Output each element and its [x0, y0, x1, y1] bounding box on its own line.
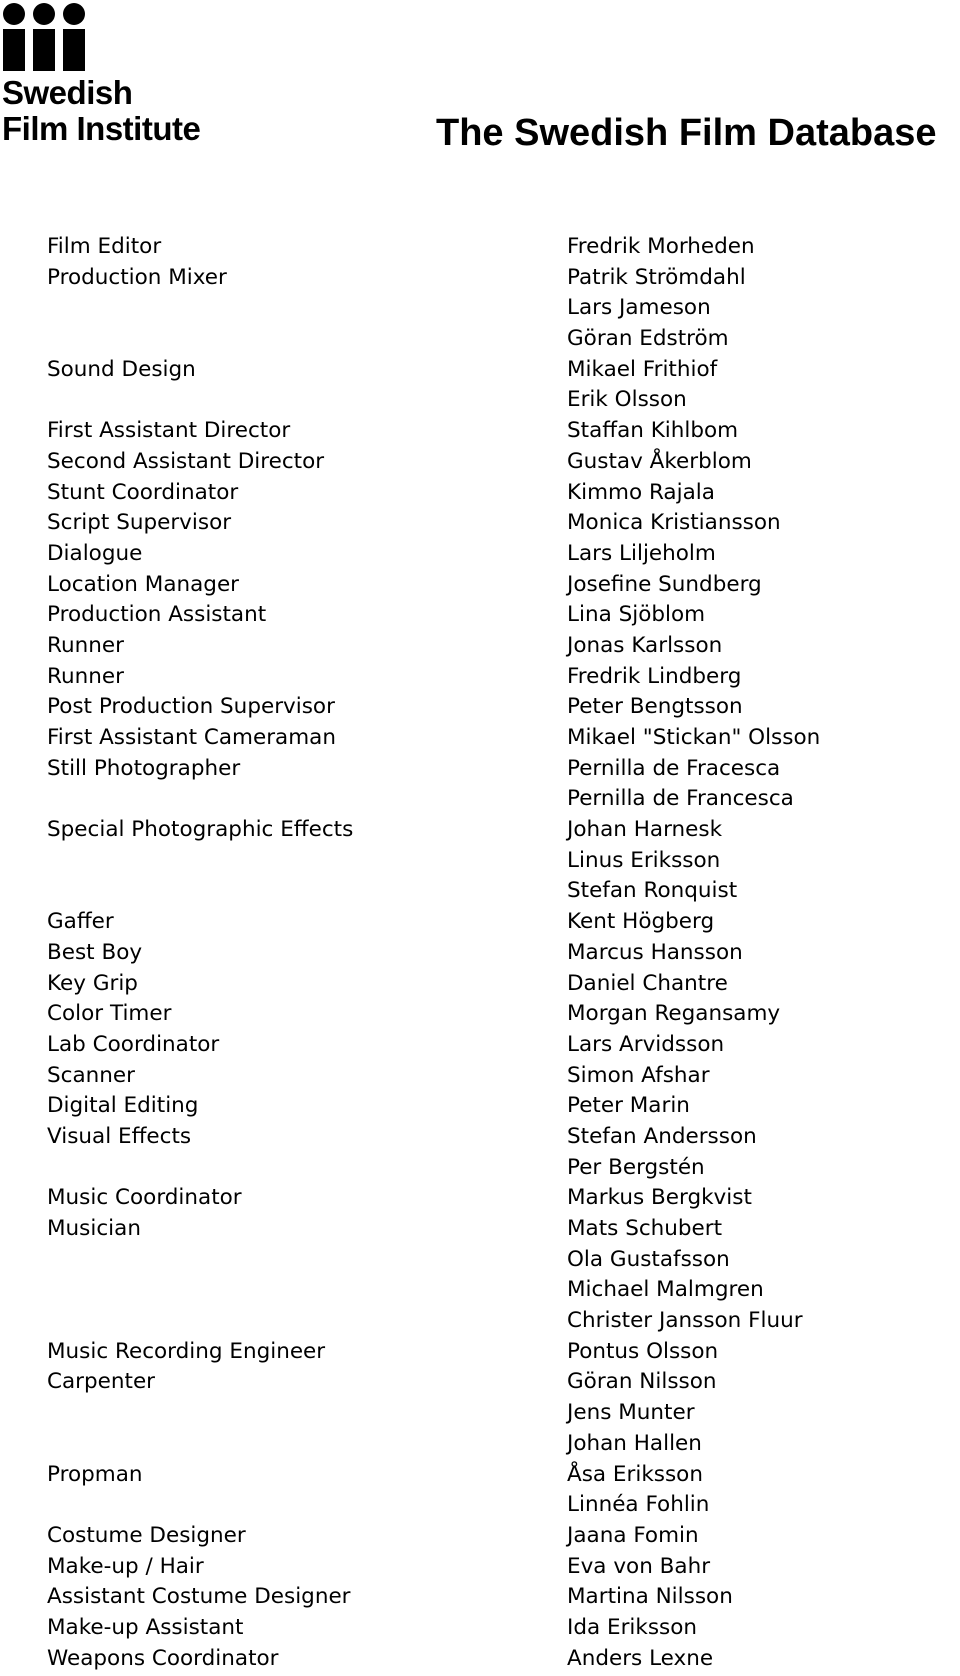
credit-name: Ida Eriksson [567, 1614, 698, 1640]
credit-name: Jonas Karlsson [567, 632, 723, 658]
swedish-film-institute-logo [2, 2, 232, 150]
credit-name: Göran Nilsson [567, 1369, 717, 1395]
credit-role: Location Manager [47, 571, 240, 597]
credit-name: Göran Edström [567, 326, 729, 352]
credit-role: Dialogue [47, 540, 143, 566]
credit-role: Weapons Coordinator [47, 1645, 279, 1671]
credit-name: Lars Jameson [567, 295, 711, 321]
credit-role: Make-up / Hair [47, 1553, 204, 1579]
credit-name: Stefan Ronquist [567, 878, 738, 904]
credit-role: Color Timer [47, 1001, 172, 1027]
credit-role: Special Photographic Effects [47, 817, 354, 843]
credit-name: Mikael Frithiof [567, 356, 718, 382]
credit-role [47, 324, 353, 355]
credit-name: Per Bergstén [567, 1154, 705, 1180]
credit-name: Peter Marin [567, 1093, 690, 1119]
credit-name: Simon Afshar [567, 1062, 710, 1088]
logo-line-1: Swedish [2, 74, 133, 111]
credit-role [47, 293, 353, 324]
credit-name: Patrik Strömdahl [567, 264, 746, 290]
logo-block-icon [33, 29, 55, 71]
credit-role [47, 1275, 353, 1306]
credit-name: Mikael "Stickan" Olsson [567, 725, 821, 750]
credit-name: Kimmo Rajala [567, 479, 715, 505]
credit-name: Pontus Olsson [567, 1338, 719, 1364]
credit-role: Runner [47, 632, 124, 658]
credit-name: Linus Eriksson [567, 847, 721, 873]
credit-name: Marcus Hansson [567, 939, 743, 965]
logo-mark-icon [2, 2, 92, 72]
credit-role: Gaffer [47, 909, 114, 935]
credit-name: Martina Nilsson [567, 1584, 733, 1610]
credit-role: Key Grip [47, 970, 138, 996]
credit-name: Pernilla de Francesca [567, 786, 794, 812]
credit-name: Kent Högberg [567, 909, 715, 935]
credit-role: Lab Coordinator [47, 1031, 220, 1057]
logo-dot-icon [33, 3, 55, 25]
credit-name: Ola Gustafsson [567, 1246, 730, 1272]
credit-name: Markus Bergkvist [567, 1185, 752, 1211]
credit-name: Mats Schubert [567, 1216, 723, 1241]
credit-name: Erik Olsson [567, 387, 687, 413]
credit-role: Musician [47, 1216, 141, 1241]
credit-role: Stunt Coordinator [47, 479, 239, 505]
credit-role: Assistant Costume Designer [47, 1584, 351, 1610]
logo-line-2: Film Institute [2, 110, 201, 147]
credit-name: Peter Bengtsson [567, 694, 743, 720]
credit-role: Post Production Supervisor [47, 694, 335, 720]
credit-role: Music Recording Engineer [47, 1338, 326, 1364]
credit-role: First Assistant Cameraman [47, 725, 336, 750]
credit-role: Propman [47, 1461, 143, 1487]
credit-name: Fredrik Lindberg [567, 663, 742, 689]
credit-role [47, 784, 353, 815]
credit-role: Sound Design [47, 356, 196, 382]
credit-name: Staffan Kihlbom [567, 418, 739, 444]
credit-name: Eva von Bahr [567, 1553, 711, 1579]
credit-name: Morgan Regansamy [567, 1001, 781, 1027]
credit-name: Gustav Åkerblom [567, 448, 752, 474]
credit-name: Lars Arvidsson [567, 1031, 725, 1057]
credit-name: Fredrik Morheden [567, 234, 755, 259]
credit-name: Monica Kristiansson [567, 510, 781, 536]
credit-name: Michael Malmgren [567, 1277, 764, 1303]
credit-role [47, 846, 353, 877]
credit-name: Lina Sjöblom [567, 602, 706, 628]
credit-role: Best Boy [47, 939, 143, 965]
page-title: The Swedish Film Database [436, 112, 937, 154]
credit-role: Digital Editing [47, 1093, 199, 1119]
credit-name: Lars Liljeholm [567, 540, 716, 566]
credit-role [47, 1429, 353, 1460]
credit-role [47, 385, 353, 416]
logo-block-icon [63, 29, 85, 71]
credit-name: Linnéa Fohlin [567, 1492, 710, 1518]
credit-role: Scanner [47, 1062, 135, 1088]
credit-role: Visual Effects [47, 1123, 192, 1149]
credit-role: Production Mixer [47, 264, 227, 290]
credit-role: Second Assistant Director [47, 448, 325, 474]
logo-wordmark [2, 75, 200, 147]
credit-role: First Assistant Director [47, 418, 291, 444]
credit-role: Costume Designer [47, 1522, 246, 1548]
credit-role: Carpenter [47, 1369, 156, 1395]
credit-role [47, 1398, 353, 1429]
credit-role: Film Editor [47, 234, 162, 259]
credit-name: Stefan Andersson [567, 1123, 757, 1149]
credit-name: Johan Hallen [567, 1430, 702, 1456]
credit-name: Christer Jansson Fluur [567, 1308, 803, 1334]
logo-block-icon [3, 29, 25, 71]
credit-roles-list [47, 232, 353, 1674]
credit-role: Production Assistant [47, 602, 267, 628]
credit-name: Pernilla de Fracesca [567, 755, 781, 781]
credit-name: Jens Munter [567, 1400, 695, 1426]
credit-role: Music Coordinator [47, 1185, 242, 1211]
credit-role [47, 1490, 353, 1521]
credit-role: Script Supervisor [47, 510, 232, 536]
logo-dot-icon [63, 3, 85, 25]
credit-name: Daniel Chantre [567, 970, 728, 996]
credit-role [47, 1306, 353, 1337]
credit-role: Runner [47, 663, 124, 689]
credit-names-list [567, 232, 820, 1674]
credit-name: Jaana Fomin [567, 1522, 699, 1548]
credit-name: Anders Lexne [567, 1645, 714, 1671]
credit-name: Åsa Eriksson [567, 1461, 703, 1487]
credit-name: Johan Harnesk [567, 817, 723, 843]
credit-name: Josefine Sundberg [567, 571, 762, 597]
credit-role [47, 1153, 353, 1184]
credit-role: Make-up Assistant [47, 1614, 244, 1640]
logo-dot-icon [3, 3, 25, 25]
credit-role [47, 1245, 353, 1276]
credit-role [47, 876, 353, 907]
credit-role: Still Photographer [47, 755, 241, 781]
